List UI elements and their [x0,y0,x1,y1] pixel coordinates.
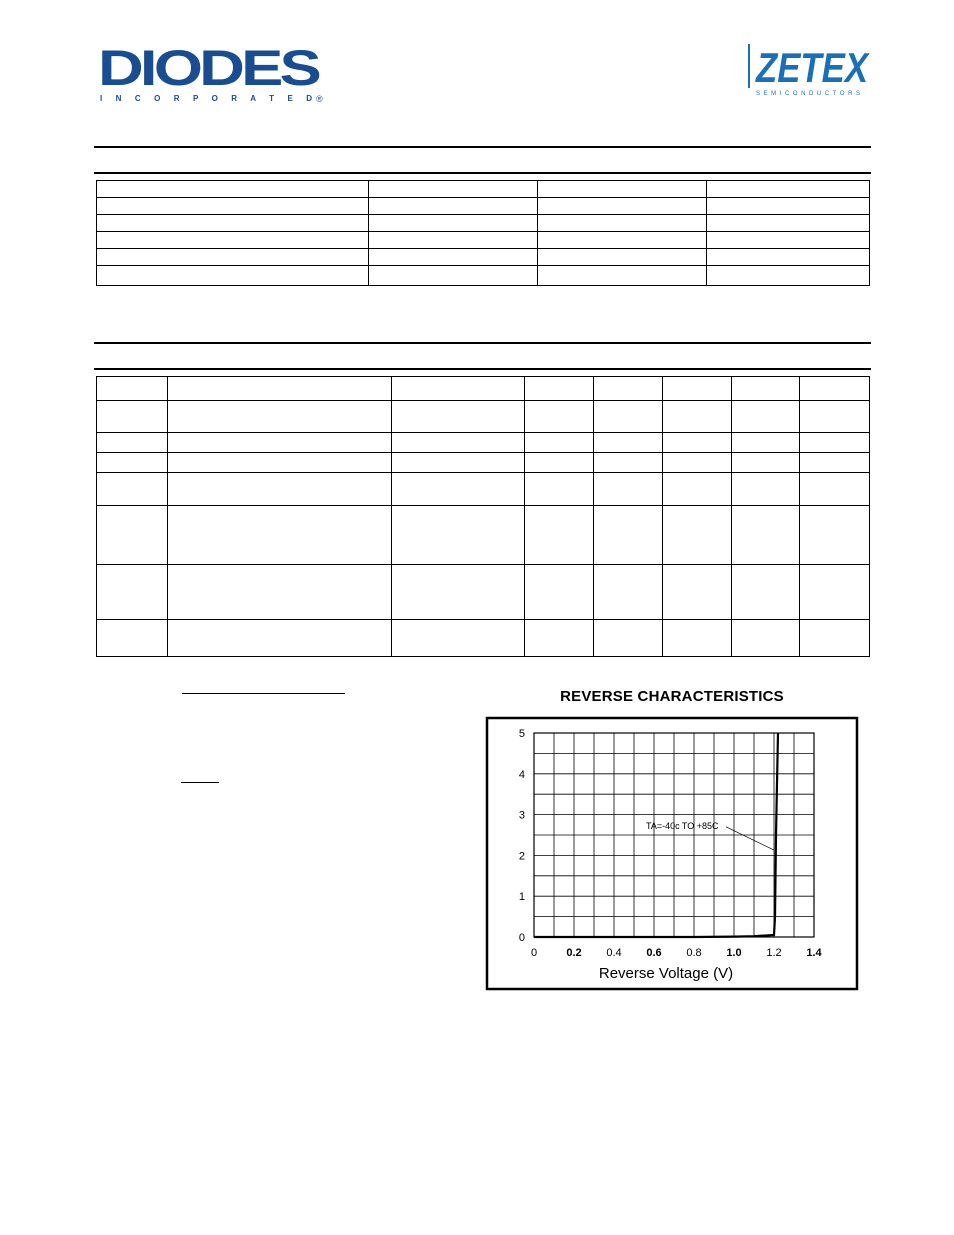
table-row [97,266,870,286]
x-tick-label: 1.4 [806,947,822,959]
table-row [97,506,870,565]
x-tick-label: 1.0 [726,947,742,959]
section-rule-bottom [94,172,871,174]
diodes-logo-word: DIODES [98,40,321,96]
x-tick-label: 0.2 [566,947,582,959]
note-underline [181,782,219,783]
y-axis-ticks [519,728,525,944]
y-tick-label: 4 [518,768,525,781]
annotation-leader [726,827,774,850]
table-row [97,620,870,657]
x-tick-label: 0.6 [646,947,662,959]
chart-title: REVERSE CHARACTERISTICS [560,688,784,705]
y-tick-label: 1 [518,891,525,904]
section-rule-bottom-2 [94,368,871,370]
y-tick-label: 5 [518,728,525,740]
chart-frame [487,718,857,989]
table-row [97,249,870,266]
zetex-logo [746,42,872,98]
table-row [97,401,870,433]
table-row [97,232,870,249]
table-row [97,453,870,473]
y-tick-label: 2 [518,850,525,863]
table-row [97,433,870,453]
zetex-logo-word: ZETEX [755,44,871,91]
zetex-logo-bar [748,44,750,88]
y-tick-label: 3 [518,809,525,822]
table-row [97,377,870,401]
zetex-logo-sub: SEMICONDUCTORS [756,91,860,97]
table-1 [96,180,870,286]
table-2 [96,376,870,657]
table-row [97,215,870,232]
table-row [97,473,870,506]
table-row [97,198,870,215]
table-row [97,181,870,198]
diodes-logo-sub: I N C O R P O R A T E D [100,94,313,103]
x-tick-label: 1.2 [766,947,782,959]
registered-mark: ® [316,94,323,104]
annotation-label: TA=-40c TO +85C [646,820,719,831]
section-rule-top-2 [94,342,871,344]
reverse-characteristics-chart [486,717,859,991]
section-rule-top [94,146,871,148]
table-row [97,565,870,620]
x-tick-label: 0 [530,947,538,959]
x-tick-label: 0.4 [606,947,622,959]
x-axis-label: Reverse Voltage (V) [598,965,734,982]
x-tick-label: 0.8 [686,947,702,959]
chart-grid [534,733,814,937]
notes-heading-underline [182,693,345,694]
y-tick-label: 0 [518,932,525,944]
x-axis-ticks [531,947,823,959]
diodes-logo [96,40,328,104]
